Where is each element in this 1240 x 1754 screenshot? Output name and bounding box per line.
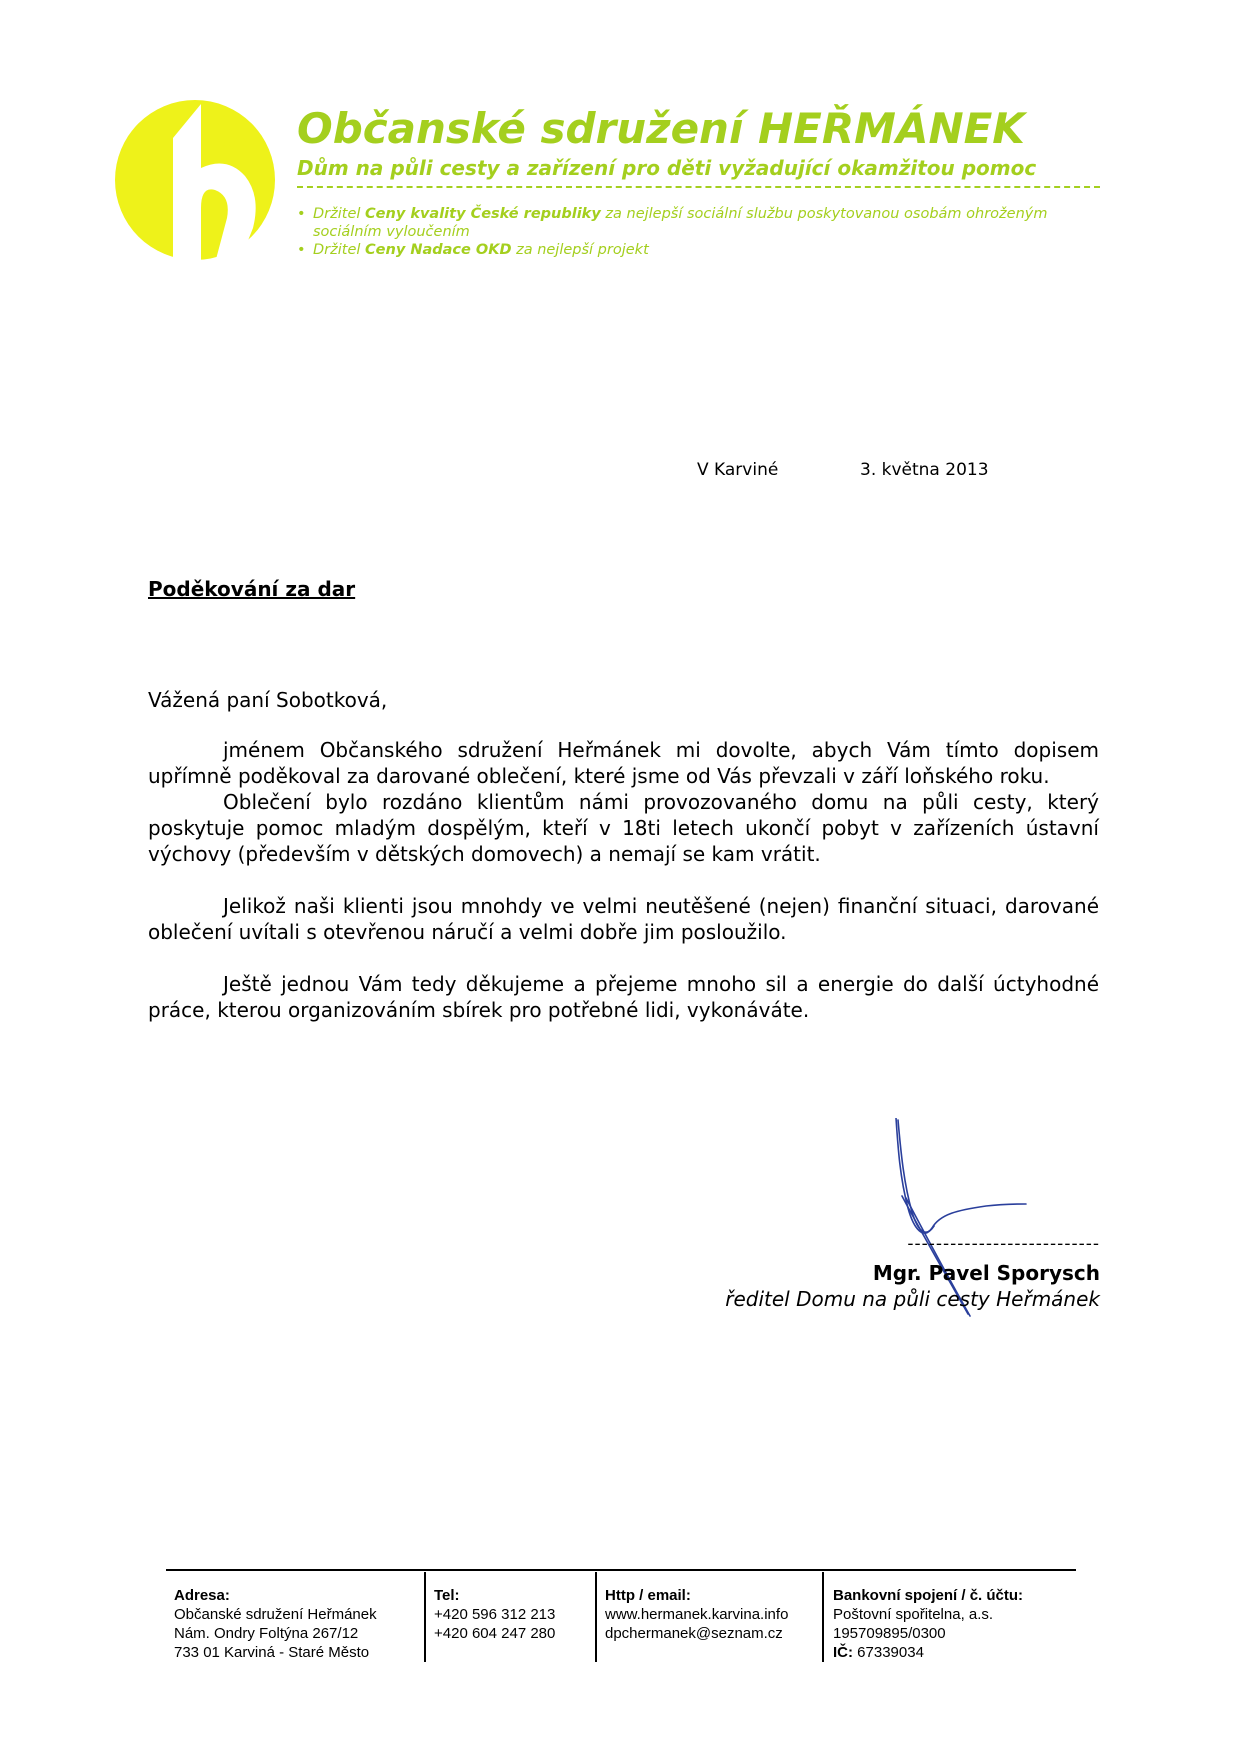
footer-address xyxy=(166,1572,424,1662)
footer-bank-account: 195709895/0300 xyxy=(833,1625,946,1642)
footer-website-link[interactable]: www.hermanek.karvina.info xyxy=(605,1606,789,1623)
award-item xyxy=(297,241,1097,259)
footer-web xyxy=(595,1572,822,1662)
signatory-role: ředitel Domu na půli cesty Heřmánek xyxy=(725,1287,1100,1311)
footer-phone xyxy=(424,1572,595,1662)
award-prefix: Držitel xyxy=(313,206,366,222)
letter-date: 3. května 2013 xyxy=(860,460,989,480)
footer-phone-heading: Tel: xyxy=(434,1587,460,1604)
letter-place: V Karviné xyxy=(697,460,779,480)
award-suffix: za nejlepší sociální službu poskytovanou osobám ohroženým sociálním vyloučením xyxy=(313,206,1048,240)
award-item xyxy=(297,205,1097,241)
footer-company-id xyxy=(833,1643,1076,1662)
footer-bank-heading: Bankovní spojení / č. účtu: xyxy=(833,1587,1024,1604)
footer-company-id-value: 67339034 xyxy=(853,1644,924,1661)
letter-body xyxy=(148,737,1099,1023)
footer-bank-name: Poštovní spořitelna, a.s. xyxy=(833,1606,994,1623)
footer-rule xyxy=(166,1569,1076,1571)
footer-bank xyxy=(822,1572,1076,1662)
awards-list xyxy=(297,205,1097,259)
letter-paragraph: Ještě jednou Vám tedy děkujeme a přejeme mnoho sil a energie do další úctyhodné práce, kterou organizováním sbírek pro potřebné lidi, vykonáváte. xyxy=(148,972,1099,1022)
letter-subject: Poděkování za dar xyxy=(148,577,356,601)
letter-paragraph: Oblečení bylo rozdáno klientům námi provozovaného domu na půli cesty, který poskytuje pomoc mladým dospělým, kteří v 18ti letech ukončí pobyt v zařízeních ústavní výchovy (především v dětských domovech) a nemají se kam vrátit. xyxy=(148,790,1099,866)
signatory-name: Mgr. Pavel Sporysch xyxy=(872,1261,1100,1285)
footer-phone-number[interactable]: +420 596 312 213 xyxy=(434,1606,556,1623)
signature-line: --------------------------- xyxy=(907,1234,1100,1254)
letter-paragraph: jménem Občanského sdružení Heřmánek mi dovolte, abych Vám tímto dopisem upřímně poděkoval za darované oblečení, které jsme od Vás převzali v září loňského roku. xyxy=(148,738,1099,788)
footer-email-link[interactable]: dpchermanek@seznam.cz xyxy=(605,1625,783,1642)
organization-subtitle: Dům na půli cesty a zařízení pro děti vyžadující okamžitou pomoc xyxy=(297,156,1037,180)
footer-web-heading: Http / email: xyxy=(605,1587,691,1604)
footer-address-heading: Adresa: xyxy=(174,1587,230,1604)
hermanek-logo xyxy=(115,98,280,263)
letter-salutation: Vážená paní Sobotková, xyxy=(148,688,388,712)
organization-name: Občanské sdružení HEŘMÁNEK xyxy=(297,104,1025,153)
letter-paragraph: Jelikož naši klienti jsou mnohdy ve velmi neutěšené (nejen) finanční situaci, darované oblečení uvítali s otevřenou náručí a velmi dobře jim posloužilo. xyxy=(148,894,1099,944)
award-title: Ceny Nadace OKD xyxy=(365,242,512,258)
award-prefix: Držitel xyxy=(313,242,366,258)
footer-address-line: 733 01 Karviná - Staré Město xyxy=(174,1644,370,1661)
letterhead-divider xyxy=(297,186,1100,188)
footer-address-line: Občanské sdružení Heřmánek xyxy=(174,1606,377,1623)
footer-company-id-label: IČ: xyxy=(833,1644,853,1661)
footer-phone-number[interactable]: +420 604 247 280 xyxy=(434,1625,556,1642)
footer-address-line: Nám. Ondry Foltýna 267/12 xyxy=(174,1625,359,1642)
award-suffix: za nejlepší projekt xyxy=(511,242,649,258)
award-title: Ceny kvality České republiky xyxy=(365,206,601,222)
